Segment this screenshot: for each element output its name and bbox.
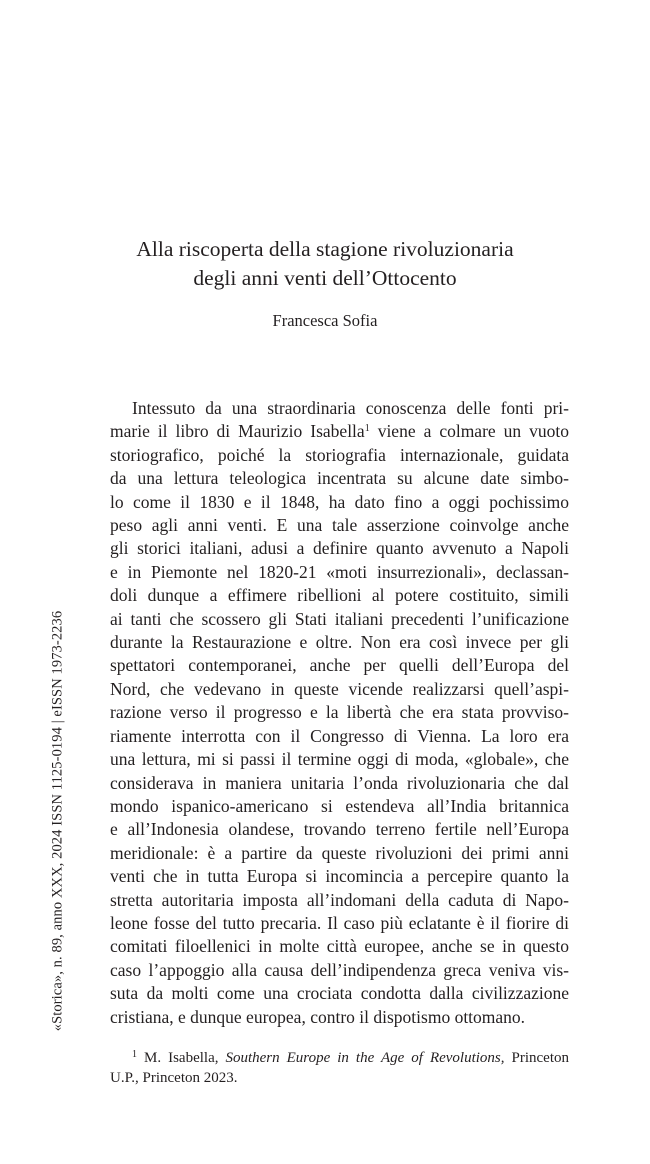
body-line: mondo ispanico-americano si estendeva all’India britannica xyxy=(110,795,569,816)
body-line: ai tanti che scossero gli Stati italiani precedenti l’unificazione xyxy=(110,608,569,629)
body-line: storiografico, poiché la storiografia internazionale, guidata xyxy=(110,444,569,465)
body-line: considerava in maniera unitaria l’onda rivoluzionaria che dal xyxy=(110,772,569,793)
body-line xyxy=(110,420,569,443)
body-line: venti che in tutta Europa si incomincia a percepire quanto la xyxy=(110,866,569,887)
body-line: spettatori contemporanei, anche per quelli dell’Europa del xyxy=(110,655,569,676)
body-line: cristiana, e dunque europea, contro il dispotismo ottomano. xyxy=(110,1006,526,1027)
article-title-line-2: degli anni venti dell’Ottocento xyxy=(193,266,457,290)
body-line: Intessuto da una straordinaria conoscenza delle fonti pri- xyxy=(132,398,569,418)
body-line: peso agli anni venti. E una tale asserzione coinvolge anche xyxy=(110,515,569,536)
footnote-line-2: U.P., Princeton 2023. xyxy=(110,1070,238,1086)
footnote-book-title: Southern Europe in the Age of Revolutions, xyxy=(225,1050,505,1066)
footnote-marker: 1 xyxy=(132,1049,137,1060)
body-paragraph xyxy=(110,397,569,1029)
body-line-2-prefix: marie il libro di Maurizio Isabella xyxy=(110,421,365,442)
body-line: doli dunque a effimere ribellioni al potere costituito, simili xyxy=(110,585,569,606)
body-line-2-rest: viene a colmare un vuoto xyxy=(377,421,569,442)
body-line: razione verso il progresso e la libertà che era stata provviso- xyxy=(110,702,569,723)
footnote xyxy=(110,1048,569,1088)
footnote-prefix: M. Isabella, xyxy=(144,1050,226,1066)
body-line: caso l’appoggio alla causa dell’indipendenza greca veniva vis- xyxy=(110,959,569,980)
body-line: lo come il 1830 e il 1848, ha dato fino a oggi pochissimo xyxy=(110,491,569,512)
body-line: una lettura, mi si passi il termine oggi di moda, «globale», che xyxy=(110,749,569,770)
footnote-line-1 xyxy=(110,1048,569,1068)
body-line: gli storici italiani, adusi a definire quanto avvenuto a Napoli xyxy=(110,538,569,559)
body-line: comitati filoellenici in molte città europee, anche se in questo xyxy=(110,936,569,957)
footnote-reference[interactable]: 1 xyxy=(364,423,370,435)
body-line: Nord, che vedevano in queste vicende realizzarsi quell’aspi- xyxy=(110,678,569,699)
body-line: durante la Restaurazione e oltre. Non era così invece per gli xyxy=(110,632,569,653)
footnote-suffix: Princeton xyxy=(504,1050,570,1066)
body-line: suta da molti come una crociata condotta dalla civilizzazione xyxy=(110,983,569,1004)
body-line: stretta autoritaria imposta all’indomani della caduta di Napo- xyxy=(110,889,569,910)
body-line: leone fosse del tutto precaria. Il caso più eclatante è il fiorire di xyxy=(110,912,569,933)
body-line: da una lettura teleologica incentrata su alcune date simbo- xyxy=(110,468,569,489)
journal-issn-sidebar: «Storica», n. 89, anno XXX, 2024 ISSN 1125-0194 | eISSN 1973-2236 xyxy=(49,610,66,1032)
body-line: e in Piemonte nel 1820-21 «moti insurrezionali», declassan- xyxy=(110,561,569,582)
body-line: riamente interrotta con il Congresso di Vienna. La loro era xyxy=(110,725,569,746)
body-line: e all’Indonesia olandese, trovando terreno fertile nell’Europa xyxy=(110,819,569,840)
article-author: Francesca Sofia xyxy=(272,311,378,330)
article-title xyxy=(0,235,650,293)
article-title-line-1: Alla riscoperta della stagione rivoluzionaria xyxy=(136,237,514,261)
body-line: meridionale: è a partire da queste rivoluzioni dei primi anni xyxy=(110,842,569,863)
